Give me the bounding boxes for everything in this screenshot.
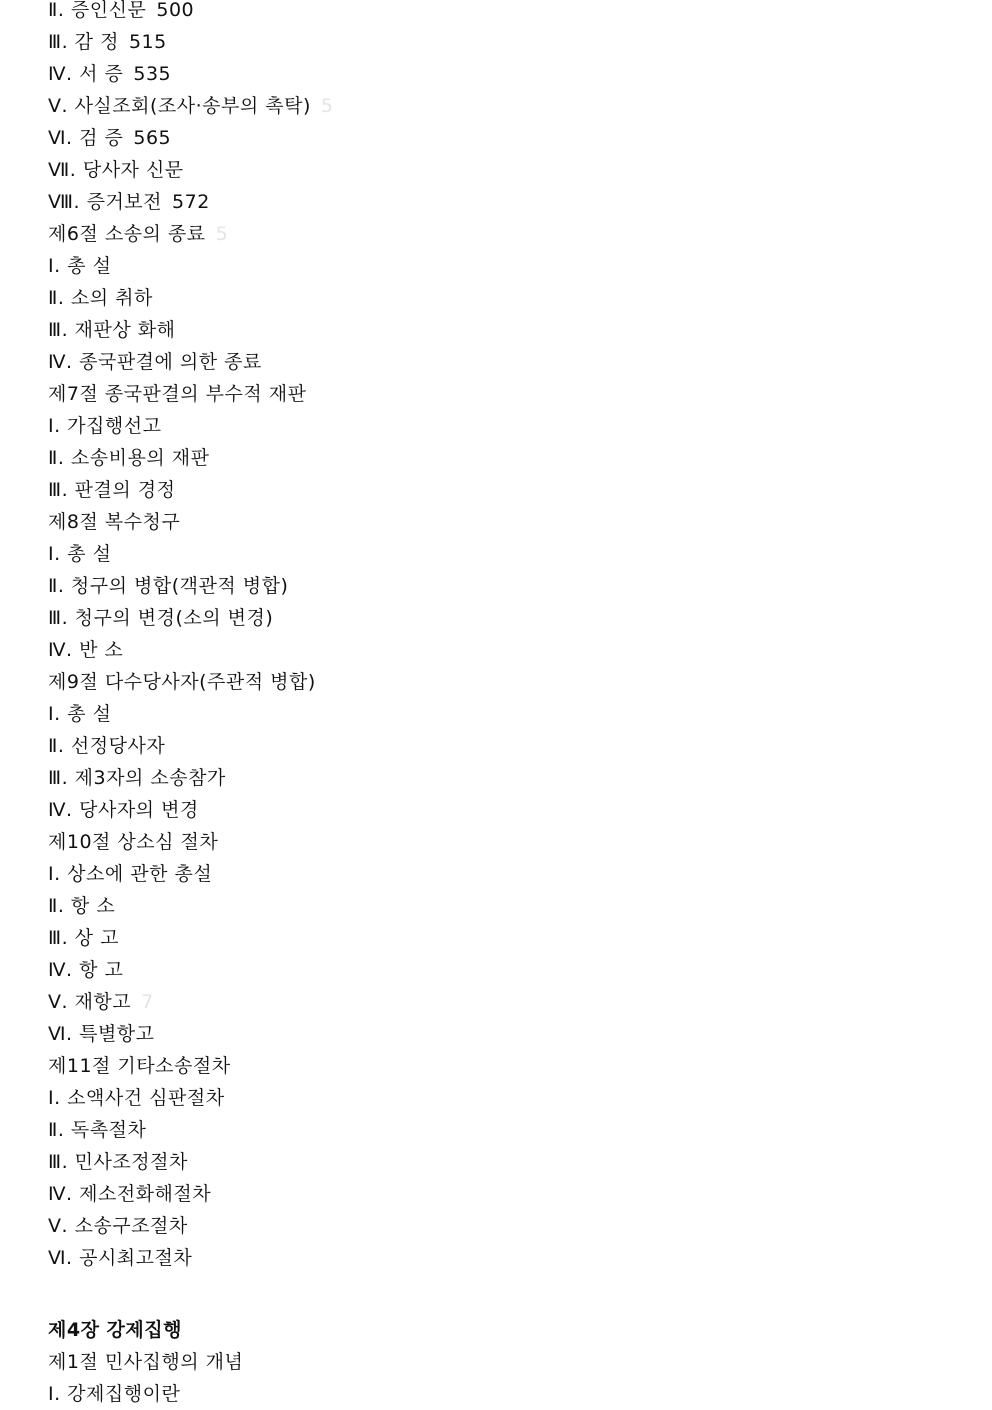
toc-item xyxy=(48,794,948,826)
toc-item xyxy=(48,1018,948,1050)
toc-section xyxy=(48,1346,948,1378)
toc-entry-title: Ⅷ. 증거보전 xyxy=(48,191,163,213)
toc-entry-title: Ⅰ. 총 설 xyxy=(48,255,112,277)
toc-item xyxy=(48,1146,948,1178)
toc-entry-title: Ⅱ. 소송비용의 재판 xyxy=(48,447,210,469)
toc-page-number: 535 xyxy=(133,63,172,85)
toc-item xyxy=(48,1178,948,1210)
toc-item xyxy=(48,186,948,218)
toc-section xyxy=(48,506,948,538)
toc-entry-title: Ⅱ. 독촉절차 xyxy=(48,1119,147,1141)
toc-item xyxy=(48,762,948,794)
toc-entry-title: 제7절 종국판결의 부수적 재판 xyxy=(48,383,307,405)
toc-entry-title: Ⅰ. 총 설 xyxy=(48,543,112,565)
toc-entry-title: 제6절 소송의 종료 xyxy=(48,223,206,245)
toc-item xyxy=(48,1242,948,1274)
toc-page-number: 515 xyxy=(128,31,167,53)
toc-entry-title: Ⅴ. 사실조회(조사·송부의 촉탁) xyxy=(48,95,311,117)
toc-entry-title: Ⅱ. 소의 취하 xyxy=(48,287,153,309)
toc-entry-title: Ⅰ. 상소에 관한 총설 xyxy=(48,863,213,885)
toc-entry-title: Ⅰ. 가집행선고 xyxy=(48,415,162,437)
toc-entry-title: Ⅴ. 소송구조절차 xyxy=(48,1215,188,1237)
toc-entry-title: Ⅰ. 강제집행이란 xyxy=(48,1383,181,1405)
toc-item xyxy=(48,570,948,602)
toc-page-number: 5 xyxy=(320,95,334,117)
toc-entry-title: Ⅱ. 청구의 병합(객관적 병합) xyxy=(48,575,289,597)
toc-entry-title: Ⅳ. 당사자의 변경 xyxy=(48,799,199,821)
toc-entry-title: 제9절 다수당사자(주관적 병합) xyxy=(48,671,316,693)
toc-item xyxy=(48,154,948,186)
toc-item xyxy=(48,282,948,314)
toc-entry-title: Ⅲ. 민사조정절차 xyxy=(48,1151,188,1173)
toc-item xyxy=(48,538,948,570)
toc-item xyxy=(48,58,948,90)
toc-item xyxy=(48,698,948,730)
toc-chapter xyxy=(48,1298,948,1346)
toc-page-number: 565 xyxy=(133,127,172,149)
toc-section xyxy=(48,218,948,250)
toc-page-number: 572 xyxy=(172,191,210,213)
toc-page-number: 500 xyxy=(156,0,195,21)
toc-entry-title: 제1절 민사집행의 개념 xyxy=(48,1351,244,1373)
toc-item xyxy=(48,602,948,634)
toc-entry-title: Ⅲ. 청구의 변경(소의 변경) xyxy=(48,607,274,629)
toc-entry-title: Ⅶ. 당사자 신문 xyxy=(48,159,184,181)
toc-item xyxy=(48,858,948,890)
toc-entry-title: Ⅳ. 제소전화해절차 xyxy=(48,1183,212,1205)
toc-entry-title: Ⅴ. 재항고 xyxy=(48,991,132,1013)
toc-item xyxy=(48,634,948,666)
toc-section xyxy=(48,378,948,410)
toc-entry-title: Ⅲ. 감 정 xyxy=(48,31,119,53)
toc-item xyxy=(48,0,948,26)
toc-entry-title: Ⅰ. 소액사건 심판절차 xyxy=(48,1087,225,1109)
toc-entry-title: Ⅳ. 반 소 xyxy=(48,639,124,661)
toc-item xyxy=(48,922,948,954)
toc-item xyxy=(48,1114,948,1146)
toc-item xyxy=(48,1378,948,1410)
toc-item xyxy=(48,346,948,378)
toc-page-number: 7 xyxy=(141,991,154,1013)
toc-item xyxy=(48,90,948,122)
toc-entry-title: Ⅳ. 서 증 xyxy=(48,63,124,85)
toc-entry-title: Ⅵ. 특별항고 xyxy=(48,1023,155,1045)
toc-item xyxy=(48,986,948,1018)
toc-entry-title: Ⅵ. 검 증 xyxy=(48,127,124,149)
toc-entry-title: Ⅵ. 공시최고절차 xyxy=(48,1247,193,1269)
toc-spacer xyxy=(48,1274,948,1298)
toc-entry-title: Ⅱ. 증인신문 xyxy=(48,0,147,21)
toc-section xyxy=(48,1050,948,1082)
toc-item xyxy=(48,474,948,506)
toc-item xyxy=(48,890,948,922)
toc-entry-title: 제8절 복수청구 xyxy=(48,511,181,533)
toc-entry-title: Ⅲ. 판결의 경정 xyxy=(48,479,176,501)
toc-entry-title: Ⅱ. 항 소 xyxy=(48,895,116,917)
toc-item xyxy=(48,122,948,154)
toc-entry-title: 제4장 강제집행 xyxy=(48,1319,182,1341)
toc-page-number: 5 xyxy=(215,223,229,245)
table-of-contents xyxy=(48,0,948,1410)
toc-item xyxy=(48,26,948,58)
toc-entry-title: 제10절 상소심 절차 xyxy=(48,831,219,853)
toc-entry-title: Ⅱ. 선정당사자 xyxy=(48,735,166,757)
toc-entry-title: Ⅲ. 제3자의 소송참가 xyxy=(48,767,226,789)
toc-entry-title: Ⅲ. 상 고 xyxy=(48,927,119,949)
toc-item xyxy=(48,314,948,346)
toc-entry-title: 제11절 기타소송절차 xyxy=(48,1055,231,1077)
toc-item xyxy=(48,954,948,986)
toc-item xyxy=(48,730,948,762)
toc-section xyxy=(48,666,948,698)
toc-section xyxy=(48,826,948,858)
toc-item xyxy=(48,1210,948,1242)
toc-item xyxy=(48,250,948,282)
toc-entry-title: Ⅰ. 총 설 xyxy=(48,703,112,725)
toc-entry-title: Ⅳ. 항 고 xyxy=(48,959,124,981)
toc-entry-title: Ⅲ. 재판상 화해 xyxy=(48,319,176,341)
toc-item xyxy=(48,442,948,474)
toc-entry-title: Ⅳ. 종국판결에 의한 종료 xyxy=(48,351,262,373)
toc-item xyxy=(48,1082,948,1114)
toc-item xyxy=(48,410,948,442)
